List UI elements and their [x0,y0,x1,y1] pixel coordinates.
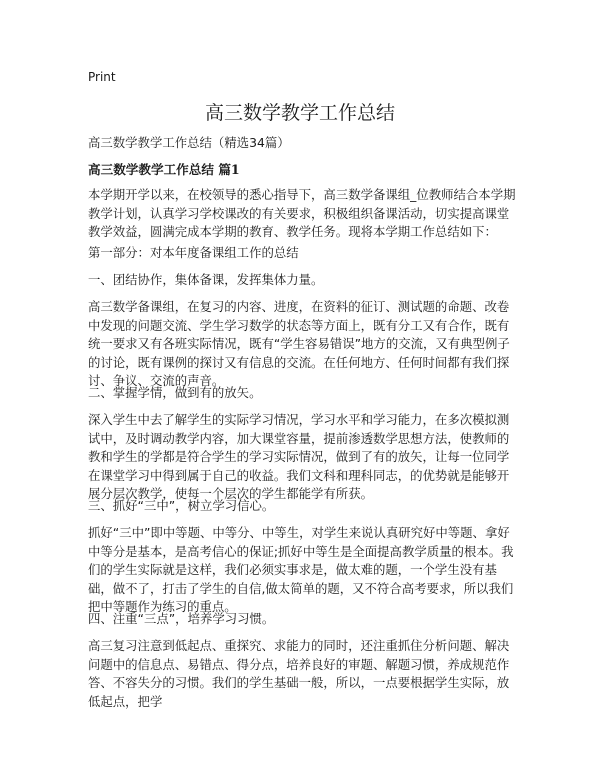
intro-paragraph: 本学期开学以来，在校领导的悉心指导下，高三数学备课组_位教师结合本学期教学计划，认真学习学校课改的有关要求，积极组织备课活动，切实提高课堂教学效益，圆满完成本学期的教育、教学任务。现将本学期工作总结如下： [88,187,516,239]
point-body-2: 深入学生中去了解学生的实际学习情况，学习水平和学习能力，在多次模拟测试中，及时调动教学内容，加大课堂容量，提前渗透数学思想方法，使教师的教和学生的学都是符合学生的学习实际情况，做到了有的放矢，让每一位同学在课堂学习中得到属于自己的收益。我们文科和理科同志，的优势就是能够开展分层次教学，使每一个层次的学生都能学有所获。 [88,412,510,501]
part-heading: 第一部分：对本年度备课组工作的总结 [88,245,299,260]
print-label[interactable]: Print [88,70,116,84]
point-body-3: 抓好“三中”即中等题、中等分、中等生，对学生来说认真研究好中等题、拿好中等分是基本，是高考信心的保证;抓好中等生是全面提高教学质量的根本。我们的学生实际就是这样，我们必须实事求是，做太难的题，一个学生没有基础，做不了，打击了学生的自信,做太简单的题，又不符合高考要求，所以我们把中等题作为练习的重点。 [88,525,514,614]
document-subtitle: 高三数学教学工作总结（精选34篇） [88,135,290,150]
section-heading: 高三数学教学工作总结 篇1 [88,162,240,177]
point-heading-4: 四、注重“三点”，培养学习习惯。 [88,611,275,626]
point-body-4: 高三复习注意到低起点、重探究、求能力的同时，还注重抓住分析问题、解决问题中的信息点、易错点、得分点，培养良好的审题、解题习惯，养成规范作答、不容失分的习惯。我们的学生基础一般，所以，一点要根据学生实际，放低起点，把学 [88,638,510,709]
point-heading-3: 三、抓好“三中”，树立学习信心。 [88,498,275,513]
point-heading-1: 一、团结协作，集体备课，发挥集体力量。 [88,272,324,287]
point-heading-2: 二、掌握学情，做到有的放矢。 [88,385,262,400]
page-title: 高三数学教学工作总结 [204,102,395,124]
point-body-1: 高三数学备课组，在复习的内容、进度，在资料的征订、测试题的命题、改卷中发现的问题交流、学生学习数学的状态等方面上，既有分工又有合作，既有统一要求又有各班实际情况，既有“学生容易错误”地方的交流，又有典型例子的讨论，既有课例的探讨又有信息的交流。在任何地方、任何时间都有我们探讨、争议、交流的声音。 [88,299,510,388]
